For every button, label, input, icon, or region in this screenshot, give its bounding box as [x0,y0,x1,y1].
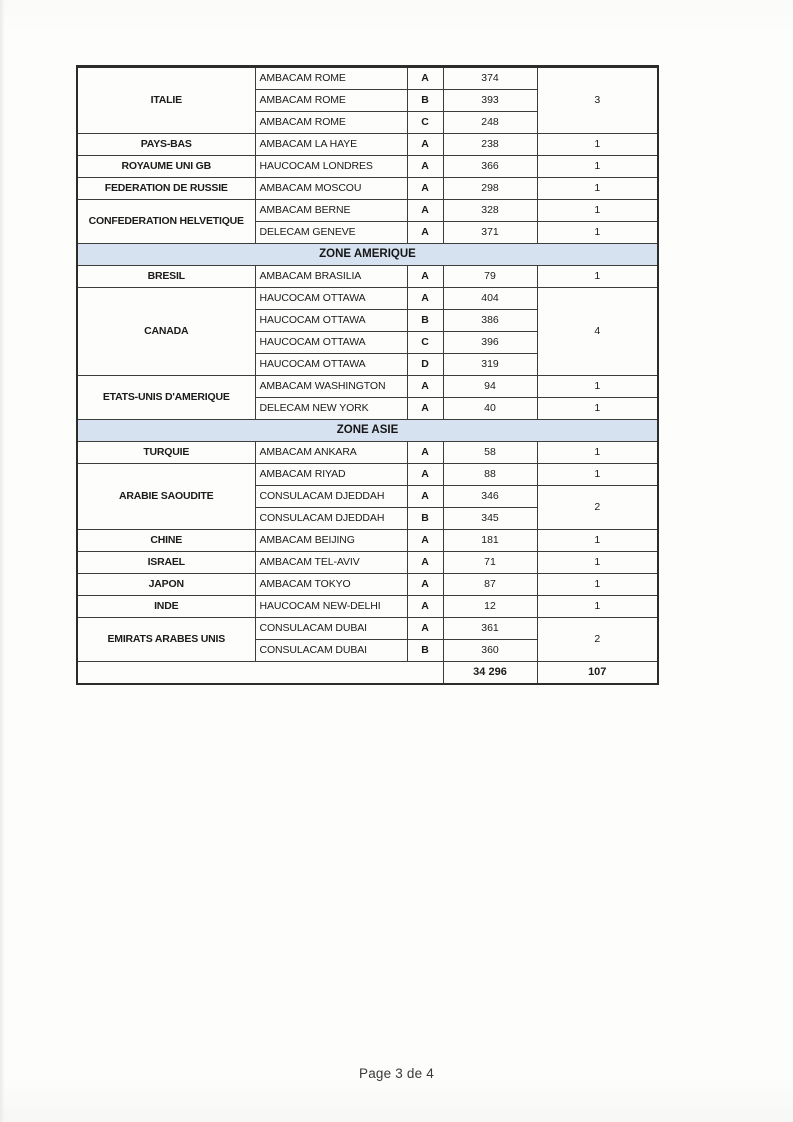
country-cell: ETATS-UNIS D'AMERIQUE [77,376,255,420]
total-value-cell: 34 296 [443,662,537,685]
missions-table-grid [76,65,659,685]
value-cell: 58 [443,442,537,464]
table-row [77,178,658,200]
count-cell: 4 [537,288,658,376]
mission-cell: HAUCOCAM NEW-DELHI [255,596,407,618]
total-row [77,662,658,685]
code-cell: A [407,530,443,552]
table-row [77,134,658,156]
table-row [77,156,658,178]
code-cell: A [407,398,443,420]
country-cell: TURQUIE [77,442,255,464]
code-cell: B [407,310,443,332]
value-cell: 328 [443,200,537,222]
mission-cell: AMBACAM ANKARA [255,442,407,464]
total-count-cell: 107 [537,662,658,685]
code-cell: A [407,222,443,244]
count-cell: 1 [537,464,658,486]
count-cell: 1 [537,200,658,222]
zone-header-row [77,420,658,442]
mission-cell: AMBACAM TOKYO [255,574,407,596]
code-cell: A [407,596,443,618]
mission-cell: HAUCOCAM OTTAWA [255,332,407,354]
mission-cell: AMBACAM WASHINGTON [255,376,407,398]
value-cell: 238 [443,134,537,156]
code-cell: A [407,288,443,310]
mission-cell: HAUCOCAM OTTAWA [255,288,407,310]
table-row [77,552,658,574]
table-row [77,288,658,310]
value-cell: 345 [443,508,537,530]
mission-cell: CONSULACAM DUBAI [255,618,407,640]
count-cell: 1 [537,398,658,420]
mission-cell: CONSULACAM DUBAI [255,640,407,662]
country-cell: ROYAUME UNI GB [77,156,255,178]
value-cell: 366 [443,156,537,178]
value-cell: 386 [443,310,537,332]
value-cell: 371 [443,222,537,244]
count-cell: 2 [537,618,658,662]
code-cell: A [407,486,443,508]
code-cell: D [407,354,443,376]
page-footer-text: Page 3 de 4 [358,1066,434,1081]
missions-table [76,65,659,685]
code-cell: A [407,442,443,464]
code-cell: A [407,266,443,288]
mission-cell: AMBACAM ROME [255,67,407,90]
code-cell: A [407,552,443,574]
zone-header-row [77,244,658,266]
table-row [77,596,658,618]
value-cell: 346 [443,486,537,508]
country-cell: ISRAEL [77,552,255,574]
value-cell: 374 [443,67,537,90]
code-cell: A [407,574,443,596]
total-spacer-cell [77,662,443,685]
mission-cell: AMBACAM ROME [255,90,407,112]
table-row [77,574,658,596]
country-cell: CANADA [77,288,255,376]
table-row [77,442,658,464]
code-cell: C [407,112,443,134]
value-cell: 12 [443,596,537,618]
count-cell: 1 [537,442,658,464]
count-cell: 1 [537,178,658,200]
missions-table-body [77,67,658,685]
table-row [77,464,658,486]
country-cell: BRESIL [77,266,255,288]
country-cell: JAPON [77,574,255,596]
code-cell: C [407,332,443,354]
code-cell: A [407,178,443,200]
count-cell: 1 [537,530,658,552]
mission-cell: AMBACAM BEIJING [255,530,407,552]
mission-cell: CONSULACAM DJEDDAH [255,486,407,508]
table-row [77,530,658,552]
country-cell: CONFEDERATION HELVETIQUE [77,200,255,244]
zone-header-label: ZONE AMERIQUE [77,244,658,266]
mission-cell: DELECAM NEW YORK [255,398,407,420]
mission-cell: AMBACAM TEL-AVIV [255,552,407,574]
mission-cell: AMBACAM BERNE [255,200,407,222]
table-row [77,200,658,222]
count-cell: 1 [537,134,658,156]
code-cell: A [407,67,443,90]
mission-cell: AMBACAM BRASILIA [255,266,407,288]
country-cell: ITALIE [77,67,255,134]
mission-cell: DELECAM GENEVE [255,222,407,244]
value-cell: 298 [443,178,537,200]
code-cell: A [407,156,443,178]
country-cell: ARABIE SAOUDITE [77,464,255,530]
value-cell: 404 [443,288,537,310]
value-cell: 319 [443,354,537,376]
count-cell: 2 [537,486,658,530]
count-cell: 1 [537,156,658,178]
country-cell: FEDERATION DE RUSSIE [77,178,255,200]
code-cell: A [407,134,443,156]
mission-cell: HAUCOCAM OTTAWA [255,354,407,376]
count-cell: 1 [537,222,658,244]
value-cell: 396 [443,332,537,354]
mission-cell: HAUCOCAM LONDRES [255,156,407,178]
mission-cell: CONSULACAM DJEDDAH [255,508,407,530]
value-cell: 393 [443,90,537,112]
mission-cell: AMBACAM MOSCOU [255,178,407,200]
value-cell: 94 [443,376,537,398]
country-cell: EMIRATS ARABES UNIS [77,618,255,662]
value-cell: 360 [443,640,537,662]
value-cell: 181 [443,530,537,552]
country-cell: INDE [77,596,255,618]
value-cell: 88 [443,464,537,486]
table-row [77,266,658,288]
country-cell: PAYS-BAS [77,134,255,156]
table-row [77,67,658,90]
count-cell: 1 [537,552,658,574]
code-cell: B [407,640,443,662]
code-cell: A [407,376,443,398]
value-cell: 71 [443,552,537,574]
value-cell: 87 [443,574,537,596]
value-cell: 248 [443,112,537,134]
zone-header-label: ZONE ASIE [77,420,658,442]
code-cell: A [407,618,443,640]
code-cell: B [407,508,443,530]
code-cell: A [407,464,443,486]
count-cell: 1 [537,376,658,398]
value-cell: 79 [443,266,537,288]
mission-cell: AMBACAM LA HAYE [255,134,407,156]
value-cell: 40 [443,398,537,420]
count-cell: 1 [537,266,658,288]
code-cell: B [407,90,443,112]
mission-cell: AMBACAM RIYAD [255,464,407,486]
code-cell: A [407,200,443,222]
table-row [77,376,658,398]
count-cell: 1 [537,574,658,596]
country-cell: CHINE [77,530,255,552]
mission-cell: AMBACAM ROME [255,112,407,134]
mission-cell: HAUCOCAM OTTAWA [255,310,407,332]
count-cell: 1 [537,596,658,618]
value-cell: 361 [443,618,537,640]
count-cell: 3 [537,67,658,134]
table-row [77,618,658,640]
